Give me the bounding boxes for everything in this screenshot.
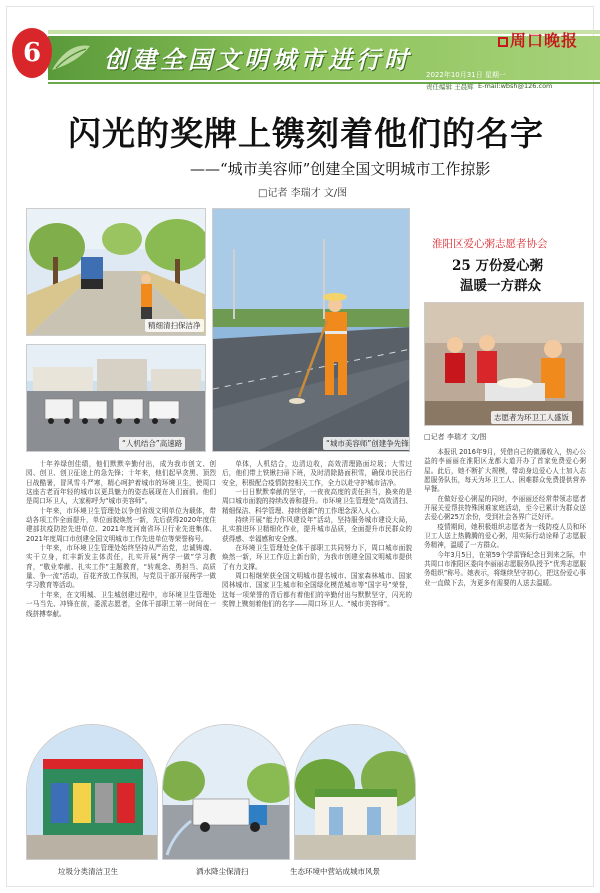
issue-date: 2022年10月31日 星期一 bbox=[426, 71, 506, 79]
sidebar-column bbox=[424, 448, 586, 878]
paragraph: 今年3月5日，在第59个学雷锋纪念日到来之际，中共周口市淮阳区委向李丽丽志愿服务队授予“优秀志愿服务组织”称号。她表示，将继续坚守初心，把这份爱心事业一直做下去，为更多有需要的人送去温暖。 bbox=[424, 550, 586, 587]
paragraph: 疫情期间，她积极组织志愿者为一线防疫人员和环卫工人送上热腾腾的爱心粥，用实际行动诠释了志愿服务精神，温暖了一方群众。 bbox=[424, 522, 586, 550]
photo-street-washer bbox=[212, 208, 410, 452]
paragraph: 持续开展“能力作风建设年”活动，坚持服务城市建设大局，扎实推进环卫精细化作业，提升城市品质，全面提升市民群众的获得感、幸福感和安全感。 bbox=[222, 516, 412, 543]
logo-mark-icon bbox=[498, 37, 508, 47]
paragraph: 十年来，在文明城、卫生城创建过程中，市环境卫生管理处一马当先、冲锋在前，委派志愿者，全体干部职工第一时间在一线拼搏奉献。 bbox=[26, 590, 216, 618]
paragraph: 十年来，市环境卫生管理处以争创省级文明单位为载体，带动各项工作全面提升，单位面貌焕然一新，先后获得2020年度住建部抗疫防控先进单位、2021年度河南省环卫行业先进集体、2021年度周口市创建全国文明城市工作先进单位等荣誉称号。 bbox=[26, 506, 216, 543]
article-column-2 bbox=[222, 460, 412, 714]
photo-sweeper-fleet bbox=[26, 344, 206, 452]
tanker-scene-icon bbox=[163, 725, 290, 860]
fleet-scene-icon bbox=[27, 345, 206, 452]
photo-eco-station bbox=[294, 724, 416, 860]
photo-water-tanker bbox=[162, 724, 290, 860]
article-byline: □记者 李瑞才 文/图 bbox=[258, 188, 348, 199]
sidebar-title-line1: 25 万份爱心粥 bbox=[452, 258, 543, 274]
caption-station: 生态环境中营站成城市风景 bbox=[290, 867, 380, 876]
paragraph: 十年来，市环境卫生管理处始终坚持从严治党，忠诚铸魂、实干立身，红丰新发主体责任，扎实开展“两学一做”学习教育，“敬业奉献、扎实工作”主题教育，“转观念、勇担当、高质量、争一流”活动，百花齐放工作氛围，与党员干部开展两学一做学习教育等活动。 bbox=[26, 544, 216, 590]
caption-tanker: 洒水降尘保清扫 bbox=[196, 867, 249, 876]
caption-sweeping: 精细清扫保洁净 bbox=[145, 319, 204, 332]
paragraph: 本报讯 2016年9月，凭借自己的微薄收入，热心公益的李丽丽在淮阳区龙都大道开办了首家免费爱心粥屋。此后，她不断扩大规模，带动身边爱心人士加入志愿服务队伍，每天为环卫工人、困难群众免费提供营养早餐。 bbox=[424, 448, 586, 494]
sidebar-byline: □记者 李瑞才 文/图 bbox=[424, 433, 487, 441]
article-column-1 bbox=[26, 460, 216, 714]
caption-washer: “城市美容师”创建争先锋 bbox=[323, 437, 410, 450]
volunteer-scene-icon bbox=[425, 303, 584, 426]
newspaper-logo bbox=[498, 28, 578, 51]
caption-bins: 垃圾分类清洁卫生 bbox=[58, 867, 118, 876]
eco-station-icon bbox=[295, 725, 416, 860]
caption-volunteers: 志愿者为环卫工人盛饭 bbox=[491, 411, 572, 424]
decorative-leaf-icon bbox=[48, 40, 94, 76]
paragraph: 在环境卫生管理处全体干部职工共同努力下，周口城市面貌焕然一新，环卫工作迈上新台阶，为我市创建全国文明城市提供了有力支撑。 bbox=[222, 544, 412, 571]
sweeping-scene-icon bbox=[27, 209, 206, 336]
editor-email: E-mail:wbsh@126.com bbox=[478, 82, 553, 90]
caption-fleet: “人机结合”高速路 bbox=[119, 437, 185, 450]
paragraph: 十年养绿创佳绩，他们默默辛勤付出，成为我市创文、创园、创卫、创卫征途上的急先锋；十年来，他们起早贪黑、顶烈日战酷暑，冒风雪斗严寒，精心呵护着城市的环境卫生，使周口这座古老而年轻的城市以更具魅力的姿态展现在人们面前。他们是周口环卫人，大家称呼为“城市美容师”。 bbox=[26, 460, 216, 506]
photo-volunteers-serving bbox=[424, 302, 584, 426]
paragraph: 在做好爱心粥屋的同时，李丽丽还经常带领志愿者开展关爱帮扶特殊困难家庭活动，至今已累计为群众送去爱心粥25万余份，受到社会各界广泛好评。 bbox=[424, 494, 586, 522]
sidebar-kicker: 淮阳区爱心粥志愿者协会 bbox=[432, 238, 548, 250]
washer-scene-icon bbox=[213, 209, 410, 452]
photo-street-sweeping bbox=[26, 208, 206, 336]
sidebar-title-line2: 温暖一方群众 bbox=[460, 278, 541, 294]
brand-name: 周口晚报 bbox=[510, 31, 579, 50]
section-title: 创建全国文明城市进行时 bbox=[104, 45, 412, 74]
photo-sorting-station bbox=[26, 724, 158, 860]
subheadline: ——“城市美容师”创建全国文明城市工作掠影 bbox=[190, 160, 491, 178]
paragraph: 周口相继荣获全国文明城市提名城市、国家森林城市、国家园林城市、国家卫生城市和全国绿化模范城市等“国字号”荣誉，这每一项荣誉的背后都有着他们的辛勤付出与默默坚守，闪光的奖牌上镌刻着他们的名字——周口环卫人、“城市美容师”。 bbox=[222, 572, 412, 609]
headline: 闪光的奖牌上镌刻着他们的名字 bbox=[68, 114, 544, 153]
sorting-station-icon bbox=[27, 725, 158, 860]
page-number-badge: 6 bbox=[12, 28, 52, 78]
paragraph: 单体，人机结合，边清边收，高效清理路面垃圾；大雪过后，他们带上铁锹扫帚下班，及时清除路面积雪，确保市民出行安全，积极配合疫情防控相关工作，全力以赴守护城市洁净。 bbox=[222, 460, 412, 487]
editor-credit: 责任编辑 王晨辉 bbox=[426, 83, 474, 91]
paragraph: 一日日默默奉献的坚守，一夜夜高度的责任担当，换来的是周口城市面貌的持续改善和提升。市环境卫生管理处“高效清扫、精细保洁、科学管理、持续创新”的工作理念深入人心。 bbox=[222, 488, 412, 515]
page-header bbox=[0, 0, 600, 96]
